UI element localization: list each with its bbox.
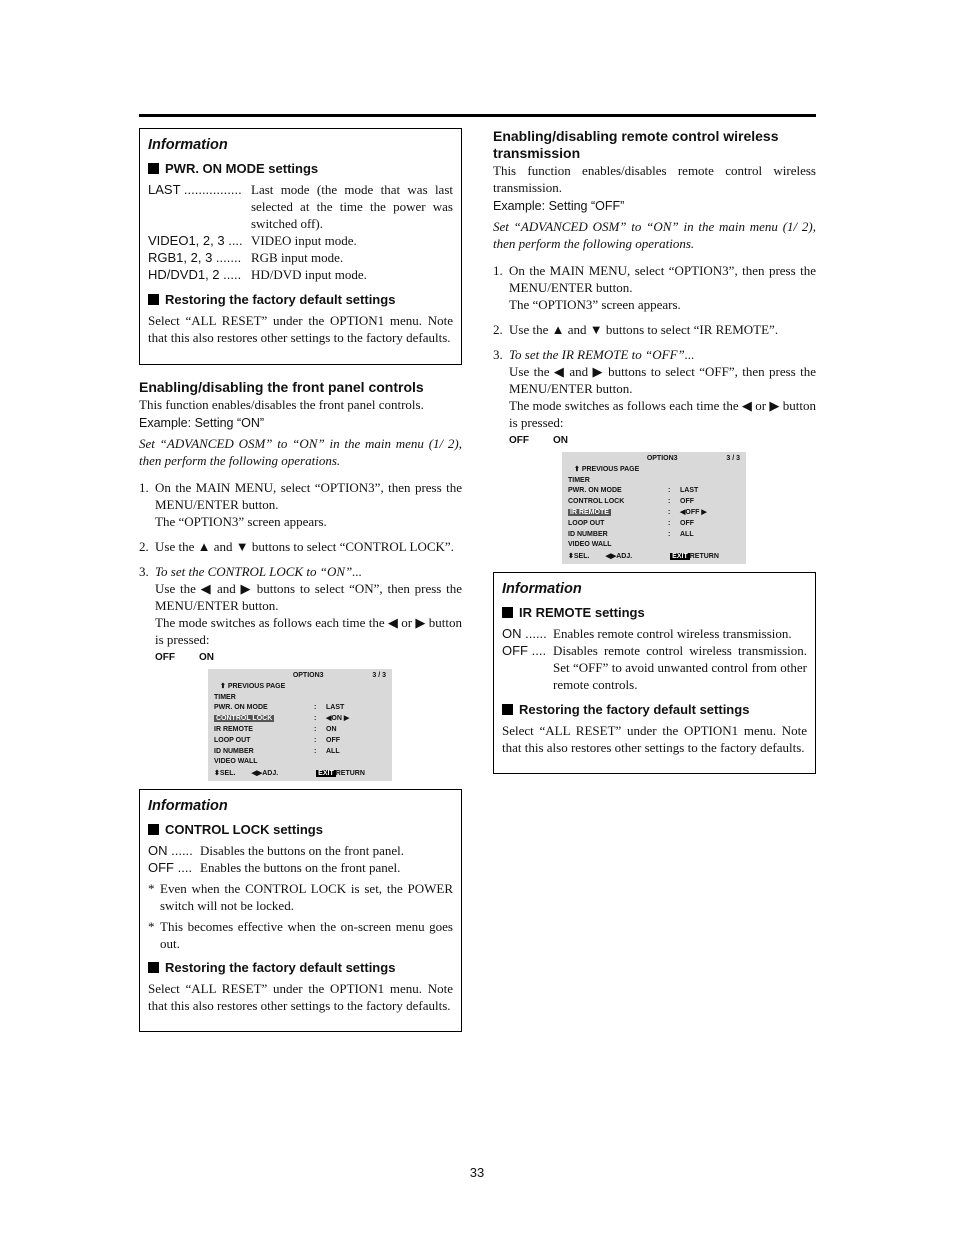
osd-row: LOOP OUT : OFF — [568, 519, 694, 527]
example-label: Example: Setting “ON” — [139, 416, 265, 430]
osd-row: LOOP OUT : OFF — [214, 736, 340, 744]
osd-option3-screen: OPTION3 3 / 3 ⬆ PREVIOUS PAGE TIMER PWR. ON MODE : LAST CONTROL LOCK : OFF IR REMOTE : ◀OFF ▶ LOOP OUT : OFF ID NUMBER : ALL VIDEO WALL ⬍SEL. ◀▶ADJ. EXIT RETURN — [562, 452, 746, 564]
step-1: 1. On the MAIN MENU, select “OPTION3”, then press the MENU/ENTER button. The “OPTION3” screen appears. — [493, 263, 816, 312]
up-arrow-icon: ⬆ — [220, 682, 226, 690]
info-box-control-lock — [139, 789, 462, 1032]
left-column — [139, 128, 462, 1032]
osd-option3-screen: OPTION3 3 / 3 ⬆ PREVIOUS PAGE TIMER PWR. ON MODE : LAST CONTROL LOCK : ◀ON ▶ IR REMOTE : ON LOOP OUT : OFF ID NUMBER : ALL VIDEO WALL ⬍SEL. ◀▶ADJ. EXIT RETURN — [208, 669, 392, 781]
section-intro: This function enables/disables remote control wireless transmission. — [493, 163, 816, 195]
info-title: Information — [148, 137, 228, 153]
restore-heading: Restoring the factory default settings — [148, 292, 453, 307]
restore-text: Select “ALL RESET” under the OPTION1 menu. Note that this also restores other settings to the factory defaults. — [148, 981, 453, 1013]
example-label: Example: Setting “OFF” — [493, 199, 625, 213]
page-number: 33 — [469, 1165, 485, 1180]
step-1: 1. On the MAIN MENU, select “OPTION3”, then press the MENU/ENTER button. The “OPTION3” screen appears. — [139, 480, 462, 529]
osd-footer: ⬍SEL. ◀▶ADJ. EXIT RETURN — [568, 553, 719, 561]
step-2: 2. Use the ▲ and ▼ buttons to select “IR REMOTE”. — [493, 322, 779, 337]
up-down-icon: ⬍ — [568, 553, 574, 561]
square-bullet-icon — [148, 824, 159, 835]
def-row: ON ...... Enables remote control wireless transmission. — [502, 626, 792, 641]
osd-footer: ⬍SEL. ◀▶ADJ. EXIT RETURN — [214, 770, 365, 778]
osd-row: CONTROL LOCK : ◀ON ▶ — [216, 715, 350, 723]
def-row: OFF .... Enables the buttons on the front panel. — [148, 860, 401, 875]
mode-sequence: OFF ON — [155, 652, 214, 663]
left-right-icon: ◀▶ — [605, 553, 617, 561]
advanced-osm-note: Set “ADVANCED OSM” to “ON” in the main menu (1/ 2), then perform the following operations. — [139, 436, 462, 468]
section-heading: Enabling/disabling the front panel controls — [139, 379, 424, 395]
square-bullet-icon — [502, 607, 513, 618]
section-heading: Enabling/disabling remote control wireless transmission — [493, 128, 779, 161]
info-title: Information — [148, 798, 228, 814]
mode-sequence: OFF ON — [509, 435, 568, 446]
restore-heading: Restoring the factory default settings — [148, 960, 453, 975]
note-item: * Even when the CONTROL LOCK is set, the POWER switch will not be locked. — [148, 881, 453, 913]
note-item: * This becomes effective when the on-screen menu goes out. — [148, 919, 453, 951]
def-row: LAST ................ Last mode (the mode that was last selected at the time the power was switched off). — [148, 182, 453, 231]
ir-remote-heading: IR REMOTE settings — [502, 605, 807, 620]
square-bullet-icon — [502, 704, 513, 715]
restore-heading: Restoring the factory default settings — [502, 702, 807, 717]
square-bullet-icon — [148, 294, 159, 305]
info-box-ir-remote — [493, 572, 816, 774]
osd-row: PWR. ON MODE : LAST — [568, 487, 699, 495]
def-row: RGB1, 2, 3 ....... RGB input mode. — [148, 250, 344, 265]
up-arrow-icon: ⬆ — [574, 465, 580, 473]
info-box-pwr-on-mode — [139, 128, 462, 365]
square-bullet-icon — [148, 163, 159, 174]
pwr-on-mode-heading: PWR. ON MODE settings — [148, 161, 453, 176]
control-lock-heading: CONTROL LOCK settings — [148, 822, 453, 837]
top-rule — [139, 114, 816, 117]
right-column — [493, 128, 816, 774]
osd-row: ID NUMBER : ALL — [568, 530, 694, 538]
def-row: OFF .... Disables remote control wireless transmission. Set “OFF” to avoid unwanted control from other remote controls. — [502, 643, 807, 692]
info-title: Information — [502, 581, 582, 597]
def-row: HD/DVD1, 2 ..... HD/DVD input mode. — [148, 267, 367, 282]
step-3: 3. To set the IR REMOTE to “OFF”... Use the ◀ and ▶ buttons to select “OFF”, then press the MENU/ENTER button. The mode switches as follows each time the ◀ or ▶ button is pressed: — [493, 347, 816, 430]
advanced-osm-note: Set “ADVANCED OSM” to “ON” in the main menu (1/ 2), then perform the following operations. — [493, 219, 816, 251]
osd-row: CONTROL LOCK : OFF — [568, 498, 694, 506]
remote-section — [493, 128, 816, 446]
def-row: VIDEO1, 2, 3 .... VIDEO input mode. — [148, 233, 357, 248]
section-intro: This function enables/disables the front panel controls. — [139, 397, 424, 412]
up-down-icon: ⬍ — [214, 770, 220, 778]
def-row: ON ...... Disables the buttons on the front panel. — [148, 843, 404, 858]
step-3: 3. To set the CONTROL LOCK to “ON”... Use the ◀ and ▶ buttons to select “ON”, then press the MENU/ENTER button. The mode switches as follows each time the ◀ or ▶ button is pressed: — [139, 564, 462, 647]
square-bullet-icon — [148, 962, 159, 973]
left-right-icon: ◀▶ — [251, 770, 263, 778]
osd-row: ID NUMBER : ALL — [214, 747, 340, 755]
osd-row: PWR. ON MODE : LAST — [214, 704, 345, 712]
front-panel-section — [139, 379, 462, 663]
step-2: 2. Use the ▲ and ▼ buttons to select “CONTROL LOCK”. — [139, 539, 454, 554]
osd-row: IR REMOTE : ON — [214, 725, 337, 733]
restore-text: Select “ALL RESET” under the OPTION1 menu. Note that this also restores other settings to the factory defaults. — [148, 313, 453, 345]
osd-row: IR REMOTE : ◀OFF ▶ — [570, 508, 707, 516]
restore-text: Select “ALL RESET” under the OPTION1 menu. Note that this also restores other settings to the factory defaults. — [502, 723, 807, 755]
